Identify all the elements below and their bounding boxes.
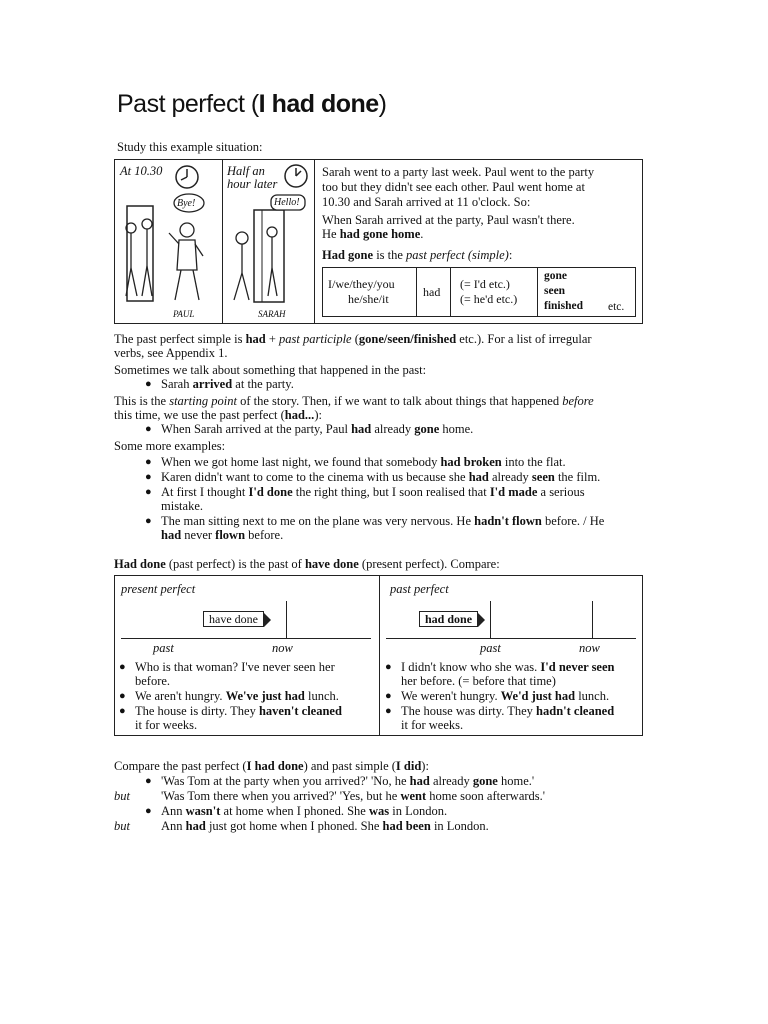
body-paragraph: The past perfect simple is had + past participle (gone/seen/finished etc.). For a list of irregular (114, 332, 592, 346)
body-paragraph: This is the starting point of the story. Then, if we want to talk about things that happened before (114, 394, 594, 408)
party-drawing (224, 188, 314, 308)
story-line: too but they didn't see each other. Paul went home at (322, 180, 585, 194)
example-bullet-continuation: had never flown before. (161, 528, 284, 542)
comparison-bullet-continuation: it for weeks. (135, 718, 198, 732)
party-drawing (117, 188, 221, 308)
participle-cell: seen (544, 285, 566, 297)
example-bullet: ● Karen didn't want to come to the cinema with us because she had already seen the film. (145, 470, 601, 484)
comparison-bullet: ● The house is dirty. They haven't cleaned (119, 704, 342, 718)
illustration-sarah (222, 160, 315, 323)
compare-heading: Had done (past perfect) is the past of have done (present perfect). Compare: (114, 557, 500, 571)
comparison-box (114, 575, 643, 736)
participle-cell: finished (544, 300, 583, 312)
comparison-bullet-continuation: before. (135, 674, 171, 688)
story-line: Sarah went to a party last week. Paul went to the party (322, 165, 595, 179)
column-heading: present perfect (121, 582, 196, 596)
story-line: He had gone home. (322, 227, 424, 241)
speech-bubble-hello: Hello! (274, 197, 300, 208)
comparison-bullet-continuation: it for weeks. (401, 718, 464, 732)
timeline-label: past (153, 641, 174, 655)
time-label: At 10.30 (120, 164, 163, 178)
subject-cell: he/she/it (348, 292, 389, 306)
example-line: Ann had just got home when I phoned. She had been in London. (161, 819, 489, 833)
example-bullet: ● When Sarah arrived at the party, Paul had already gone home. (145, 422, 474, 436)
story-line: When Sarah arrived at the party, Paul wasn't there. (322, 213, 575, 227)
tense-tag: had done (419, 611, 478, 627)
body-paragraph: Sometimes we talk about something that happened in the past: (114, 363, 427, 377)
contraction-cell: (= I'd etc.) (460, 277, 510, 291)
contraction-cell: (= he'd etc.) (460, 292, 518, 306)
comparison-bullet: ● We aren't hungry. We've just had lunch. (119, 689, 339, 703)
conjugation-table (322, 267, 636, 317)
illustration-paul (115, 160, 223, 323)
timeline-label: now (272, 641, 293, 655)
example-bullet: ● Ann wasn't at home when I phoned. She was in London. (145, 804, 448, 818)
example-bullet: ● 'Was Tom at the party when you arrived?' 'No, he had already gone home.' (145, 774, 535, 788)
column-heading: past perfect (390, 582, 449, 596)
time-label: Half an (227, 164, 265, 178)
example-bullet-continuation: mistake. (161, 499, 204, 513)
speech-bubble-bye: Bye! (177, 198, 196, 209)
comparison-bullet: ● The house was dirty. They hadn't cleaned (385, 704, 615, 718)
example-bullet: ● Sarah arrived at the party. (145, 377, 294, 391)
had-gone-definition: Had gone is the past perfect (simple): (322, 248, 513, 262)
time-label: hour later (227, 177, 278, 191)
participle-cell: gone (544, 270, 567, 282)
body-paragraph: this time, we use the past perfect (had...): (114, 408, 322, 422)
but-label: but (114, 819, 130, 833)
example-bullet: ● When we got home last night, we found that somebody had broken into the flat. (145, 455, 566, 469)
participle-etc: etc. (608, 301, 625, 313)
body-paragraph: Some more examples: (114, 439, 226, 453)
subject-cell: I/we/they/you (328, 277, 395, 291)
example-line: 'Was Tom there when you arrived?' 'Yes, but he went home soon afterwards.' (161, 789, 546, 803)
character-name: SARAH (258, 309, 286, 319)
body-paragraph: verbs, see Appendix 1. (114, 346, 228, 360)
page-title: Past perfect (I had done) (117, 90, 387, 118)
character-name: PAUL (173, 309, 195, 319)
comparison-bullet: ● I didn't know who she was. I'd never seen (385, 660, 615, 674)
example-situation-box (114, 159, 643, 324)
comparison-bullet-continuation: her before. (= before that time) (401, 674, 556, 688)
tense-tag: have done (203, 611, 264, 627)
body-paragraph: Compare the past perfect (I had done) and past simple (I did): (114, 759, 429, 773)
story-line: 10.30 and Sarah arrived at 11 o'clock. So: (322, 195, 531, 209)
intro-text: Study this example situation: (117, 140, 263, 154)
timeline-label: now (579, 641, 600, 655)
clock-icon (173, 163, 201, 191)
timeline-label: past (480, 641, 501, 655)
comparison-bullet: ● Who is that woman? I've never seen her (119, 660, 335, 674)
comparison-bullet: ● We weren't hungry. We'd just had lunch. (385, 689, 610, 703)
clock-icon (282, 162, 310, 190)
had-cell: had (423, 285, 441, 299)
example-bullet: ● The man sitting next to me on the plane was very nervous. He hadn't flown before. / He (145, 514, 605, 528)
but-label: but (114, 789, 130, 803)
example-bullet: ● At first I thought I'd done the right thing, but I soon realised that I'd made a serious (145, 485, 585, 499)
